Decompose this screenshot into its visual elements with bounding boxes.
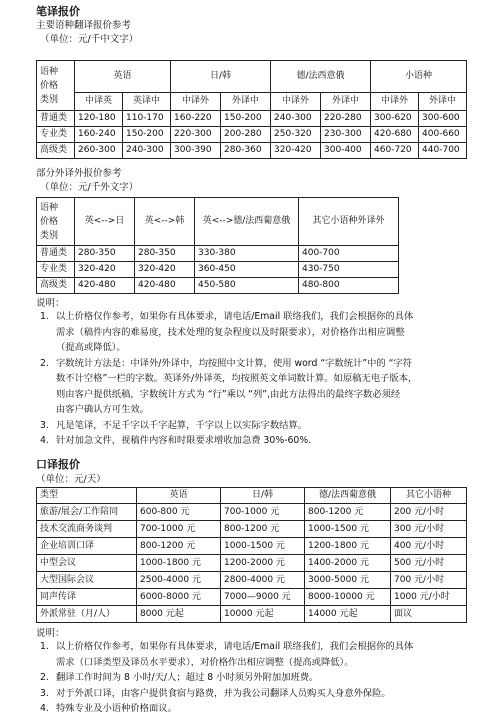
unit-label-2: （单位：元/千外文字）: [40, 182, 139, 193]
note-item: [36, 686, 466, 702]
table1-sub-header: 中译英: [75, 93, 123, 111]
price-cell: 1200-1800 元: [305, 538, 391, 555]
price-cell: 480-800: [299, 278, 399, 294]
price-cell: 150-200: [123, 127, 171, 143]
price-cell: 700 元/小时: [391, 572, 467, 589]
price-cell: 10000 元起: [221, 606, 305, 623]
price-cell: 1000-1800 元: [137, 555, 221, 572]
price-cell: 800-1200 元: [221, 521, 305, 538]
price-cell: 300-620: [371, 111, 419, 127]
note-line: 需求（稿件内容的难易度，技术处理的复杂程度以及时限要求），对价格作出相应调整: [56, 326, 405, 338]
note-item: [36, 701, 466, 717]
row-label-cell: 专业类: [37, 127, 75, 143]
price-cell: 320-420: [135, 262, 195, 278]
subtitle-main-languages: 主要语种翻译报价参考: [36, 20, 132, 31]
note-number: 2.: [40, 357, 49, 369]
table-row: [37, 111, 467, 127]
note-number: 3.: [40, 687, 49, 699]
price-cell: 3000-5000 元: [305, 572, 391, 589]
table2-body: [37, 246, 399, 294]
notes-title-written: 说明：: [36, 298, 65, 309]
price-cell: 330-380: [195, 246, 299, 262]
row-label-cell: 普通类: [37, 246, 75, 262]
unit-label-3: （单位：元/天）: [36, 474, 106, 485]
table-row: [37, 504, 467, 521]
price-cell: 230-300: [321, 127, 371, 143]
price-cell: 200 元/小时: [391, 504, 467, 521]
note-item: [36, 309, 466, 356]
price-cell: 420-480: [135, 278, 195, 294]
notes-title-interpretation: 说明：: [36, 628, 65, 639]
table-row: [37, 589, 467, 606]
price-cell: 8000 元起: [137, 606, 221, 623]
note-item: [36, 670, 466, 686]
table-row: [37, 246, 399, 262]
row-label-cell: 同声传译: [37, 589, 137, 606]
table1-lang-header: 小语种: [371, 61, 467, 93]
price-cell: 面议: [391, 606, 467, 623]
price-cell: 360-450: [195, 262, 299, 278]
price-cell: 7000—9000 元: [221, 589, 305, 606]
price-cell: 200-280: [221, 127, 271, 143]
table-row: [37, 278, 399, 294]
price-cell: 160-240: [75, 127, 123, 143]
table1-corner: 语种 价格 类别: [37, 61, 75, 111]
row-label-cell: 外派常驻（月/人）: [37, 606, 137, 623]
row-label-cell: 高级类: [37, 278, 75, 294]
table3-header: 类型: [37, 488, 137, 504]
table2-header: 英<-->韩: [135, 198, 195, 246]
price-cell: 2500-4000 元: [137, 572, 221, 589]
notes-written: [36, 309, 466, 449]
table3-header: 其它小语种: [391, 488, 467, 504]
row-label-cell: 技术交流商务谈判: [37, 521, 137, 538]
price-cell: 1200-2000 元: [221, 555, 305, 572]
price-cell: 1000-1500 元: [221, 538, 305, 555]
price-cell: 1000-1500 元: [305, 521, 391, 538]
note-line: （提高或降低）。: [56, 342, 126, 353]
table3-header: 德/法西葡意俄: [305, 488, 391, 504]
table1-lang-header: 日/韩: [171, 61, 271, 93]
section-title-interpretation: 口译报价: [36, 458, 80, 471]
price-cell: 2800-4000 元: [221, 572, 305, 589]
price-cell: 1000 元/小时: [391, 589, 467, 606]
table2-header: 英<-->德/法西葡意俄: [195, 198, 299, 246]
note-line: 字数统计方法是：中译外/外译中，均按照中文计算，使用 word “字数统计”中的 “字符: [56, 357, 413, 369]
price-cell: 110-170: [123, 111, 171, 127]
table3-header: 日/韩: [221, 488, 305, 504]
price-cell: 400 元/小时: [391, 538, 467, 555]
note-number: 1.: [40, 641, 49, 652]
note-line: 以上价格仅作参考，如果你有具体要求，请电话/Email 联络我们，我们会根据你的具体: [56, 641, 414, 652]
table-row: [37, 127, 467, 143]
price-cell: 300 元/小时: [391, 521, 467, 538]
note-number: 4.: [40, 435, 49, 446]
price-cell: 700-1000 元: [137, 521, 221, 538]
price-cell: 220-280: [321, 111, 371, 127]
price-cell: 250-320: [271, 127, 321, 143]
price-cell: 800-1200 元: [137, 538, 221, 555]
price-cell: 800-1200 元: [305, 504, 391, 521]
note-line: 翻译工作时间为 8 小时/天/人；超过 8 小时须另外附加加班费。: [56, 672, 319, 683]
table2-corner: 语种 价格 类别: [37, 198, 75, 246]
table1-sub-header: 外译中: [221, 93, 271, 111]
subtitle-foreign-to-foreign: 部分外译外报价参考: [36, 168, 122, 179]
note-line: 对于外派口译，由客户提供食宿与路费，并为我公司翻译人员购买人身意外保险。: [56, 687, 391, 699]
note-item: [36, 418, 466, 434]
note-item: [36, 639, 466, 670]
price-cell: 240-300: [123, 143, 171, 159]
price-cell: 460-720: [371, 143, 419, 159]
price-cell: 160-220: [171, 111, 221, 127]
row-label-cell: 企业培训口译: [37, 538, 137, 555]
table1-lang-header: 英语: [75, 61, 171, 93]
price-cell: 150-200: [221, 111, 271, 127]
row-label-cell: 旅游/展会/工作陪同: [37, 504, 137, 521]
note-line: 凡是笔译，不足千字以千字起算，千字以上以实际字数结算。: [56, 419, 308, 431]
note-number: 4.: [40, 703, 49, 714]
note-line: 则由客户提供纸稿，字数统计方式为 “行”乘以 “列”,由此方法得出的最终字数必须经: [56, 388, 401, 400]
price-cell: 300-600: [419, 111, 467, 127]
table-row: [37, 572, 467, 589]
table1-sub-header: 外译中: [321, 93, 371, 111]
note-number: 1.: [40, 311, 49, 322]
price-cell: 700-1000 元: [221, 504, 305, 521]
price-cell: 420-480: [75, 278, 135, 294]
price-cell: 440-700: [419, 143, 467, 159]
price-cell: 14000 元起: [305, 606, 391, 623]
price-cell: 280-350: [75, 246, 135, 262]
table1-body: [37, 111, 467, 159]
table-row: [37, 555, 467, 572]
price-cell: 220-300: [171, 127, 221, 143]
price-cell: 6000-8000 元: [137, 589, 221, 606]
row-label-cell: 中型会议: [37, 555, 137, 572]
table1-sub-header: 中译外: [271, 93, 321, 111]
price-cell: 430-750: [299, 262, 399, 278]
note-line: 以上价格仅作参考，如果你有具体要求，请电话/Email 联络我们，我们会根据你的具体: [56, 311, 414, 322]
price-cell: 280-360: [221, 143, 271, 159]
price-cell: 260-300: [75, 143, 123, 159]
note-number: 3.: [40, 419, 49, 431]
table-written-foreign: [36, 197, 399, 294]
note-number: 2.: [40, 672, 49, 683]
price-cell: 300-390: [171, 143, 221, 159]
row-label-cell: 专业类: [37, 262, 75, 278]
price-cell: 500 元/小时: [391, 555, 467, 572]
table3-body: [37, 504, 467, 623]
note-line: 特殊专业及小语种价格面议。: [56, 703, 177, 714]
table-written-main: [36, 60, 467, 159]
price-cell: 280-350: [135, 246, 195, 262]
note-item: [36, 433, 466, 449]
table3-header: 英语: [137, 488, 221, 504]
price-cell: 8000-10000 元: [305, 589, 391, 606]
price-cell: 400-660: [419, 127, 467, 143]
price-cell: 1400-2000 元: [305, 555, 391, 572]
price-cell: 320-420: [75, 262, 135, 278]
row-label-cell: 普通类: [37, 111, 75, 127]
price-cell: 120-180: [75, 111, 123, 127]
price-cell: 450-580: [195, 278, 299, 294]
table1-sub-header: 外译中: [419, 93, 467, 111]
table-row: [37, 143, 467, 159]
table-row: [37, 538, 467, 555]
price-cell: 400-700: [299, 246, 399, 262]
note-line: 由客户确认方可生效。: [56, 404, 149, 415]
table2-header: 英<-->日: [75, 198, 135, 246]
note-item: [36, 356, 466, 418]
note-line: 针对加急文件，视稿件内容和时限要求增收加急费 30%-60%.: [56, 435, 312, 446]
table-row: [37, 521, 467, 538]
table2-header: 其它小语种外译外: [299, 198, 399, 246]
table-interpretation: [36, 487, 467, 623]
row-label-cell: 高级类: [37, 143, 75, 159]
price-cell: 300-400: [321, 143, 371, 159]
price-cell: 240-300: [271, 111, 321, 127]
price-cell: 320-420: [271, 143, 321, 159]
table1-lang-header: 德/法西意俄: [271, 61, 371, 93]
table1-sub-header: 英译中: [123, 93, 171, 111]
price-cell: 420-680: [371, 127, 419, 143]
note-line: 需求（口译类型及译员水平要求），对价格作出相应调整（提高或降低）。: [56, 656, 354, 668]
unit-label-1: （单位：元/千中文字）: [40, 34, 139, 45]
table1-sub-header: 中译外: [171, 93, 221, 111]
table-row: [37, 606, 467, 623]
section-title-written: 笔译报价: [36, 5, 80, 18]
table1-sub-header: 中译外: [371, 93, 419, 111]
notes-interpretation: [36, 639, 466, 717]
table-row: [37, 262, 399, 278]
row-label-cell: 大型国际会议: [37, 572, 137, 589]
price-cell: 600-800 元: [137, 504, 221, 521]
note-line: 数不计空格”一栏的字数。英译外/外译英，均按照英文单词数计算。如原稿无电子版本，: [56, 373, 418, 384]
